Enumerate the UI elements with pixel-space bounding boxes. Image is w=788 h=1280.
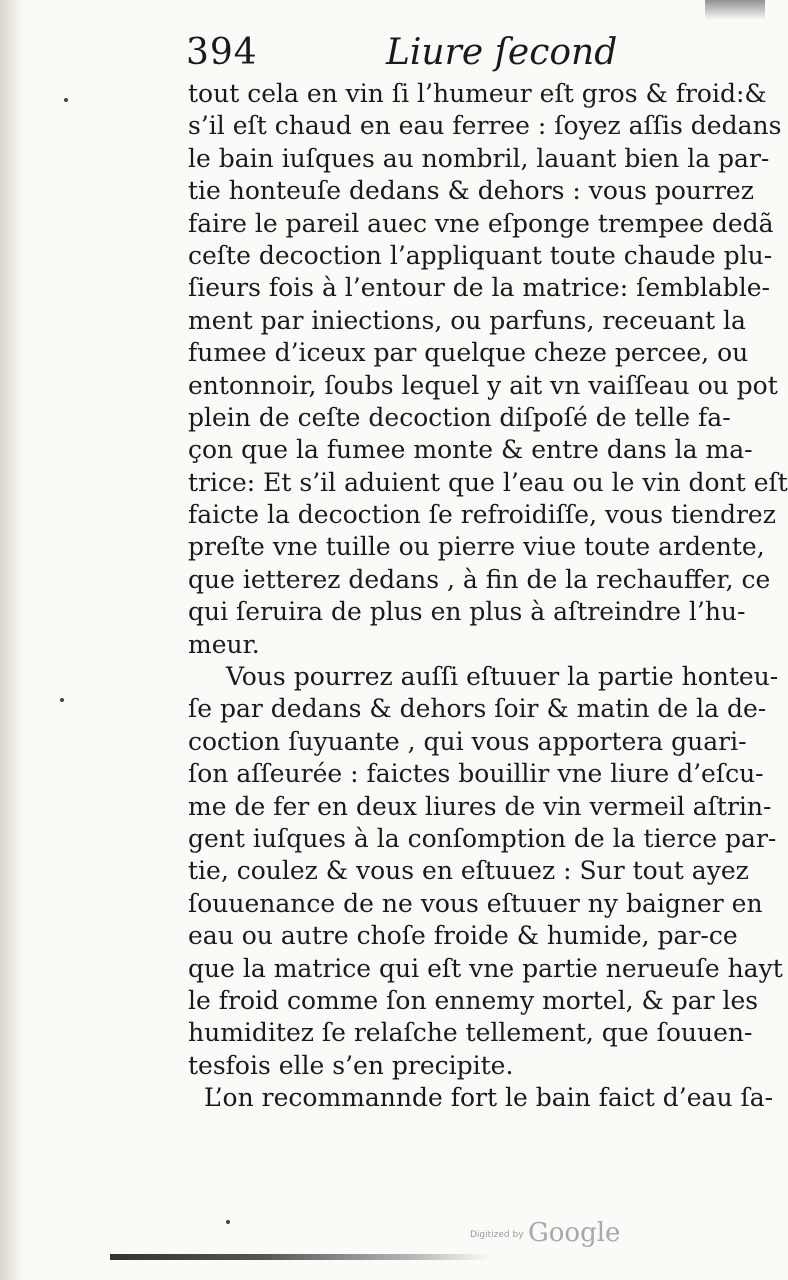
text-line: tie, coulez & vous en eſtuuez : Sur tout ayez: [188, 856, 749, 886]
paragraph-start-line: Vous pourrez auſſi eſtuuer la partie honteu-: [226, 662, 779, 692]
text-line: trice: Et s’il aduient que l’eau ou le vin dont eſt: [188, 467, 788, 497]
text-line: eau ou autre choſe froide & humide, par-ce: [188, 921, 738, 951]
text-line: s’il eſt chaud en eau ferree : ſoyez aſſis dedans: [188, 111, 782, 141]
text-line: ſe par dedans & dehors ſoir & matin de la de-: [188, 694, 767, 724]
text-line: que la matrice qui eſt vne partie nerueuſe hayt: [188, 953, 783, 983]
text-line: ment par iniections, ou parfuns, receuant la: [188, 305, 746, 335]
paragraph-start-line: L’on recommannde fort le bain faict d’eau ſa-: [204, 1083, 774, 1113]
text-line: meur.: [188, 629, 260, 659]
page-number: 394: [186, 32, 258, 73]
text-line: tesfois elle s’en precipite.: [188, 1050, 514, 1080]
digitized-watermark: [470, 1218, 630, 1248]
text-line: tout cela en vin ſi l’humeur eſt gros & froid:&: [188, 79, 767, 108]
text-line: gent iuſques à la conſomption de la tierce par-: [188, 823, 777, 853]
text-line: coction ſuyuante , qui vous apportera guari-: [188, 726, 747, 756]
text-line: le froid comme ſon ennemy mortel, & par les: [188, 985, 759, 1015]
text-line: me de fer en deux liures de vin vermeil aſtrin-: [188, 791, 772, 821]
scan-edge-shadow: [705, 0, 765, 20]
text-line: tie honteuſe dedans & dehors : vous pourrez: [188, 176, 754, 206]
ink-speck: [64, 98, 68, 102]
google-logo: Google: [528, 1218, 621, 1248]
text-line: que ietterez dedans , à fin de la rechauffer, ce: [188, 564, 771, 594]
text-line: çon que la fumee monte & entre dans la ma-: [188, 435, 753, 465]
ink-speck: [226, 1220, 230, 1224]
text-line: le bain iuſques au nombril, lauant bien la par-: [188, 143, 770, 173]
text-line: ſon aſſeurée : faictes bouillir vne liure d’eſcu-: [188, 759, 764, 789]
text-line: faicte la decoction ſe refroidiſſe, vous tiendrez: [188, 500, 776, 530]
text-line: preſte vne tuille ou pierre viue toute ardente,: [188, 532, 765, 562]
text-line: ſouuenance de ne vous eſtuuer ny baigner en: [188, 888, 763, 918]
digitized-by-text: Digitized by: [470, 1230, 524, 1240]
text-line: ſieurs fois à l’entour de la matrice: ſemblable-: [188, 273, 770, 303]
running-title: Liure ſecond: [386, 32, 618, 73]
ink-speck: [60, 698, 64, 702]
text-line: entonnoir, ſoubs lequel y ait vn vaiſſeau ou pot: [188, 370, 778, 400]
page-gutter-shadow: [0, 0, 24, 1280]
text-line: faire le pareil auec vne eſponge trempee dedã: [188, 208, 774, 238]
page-header: [186, 32, 726, 82]
text-line: plein de ceſte decoction diſpoſé de telle fa-: [188, 402, 731, 432]
text-line: humiditez ſe relaſche tellement, que ſouuen-: [188, 1018, 753, 1048]
text-line: fumee d’iceux par quelque cheze percee, ou: [188, 338, 749, 368]
scan-bottom-edge: [110, 1254, 490, 1260]
body-text: [188, 78, 788, 1115]
text-line: ceſte decoction l’appliquant toute chaude plu-: [188, 240, 773, 270]
text-line: qui ſeruira de plus en plus à aſtreindre l’hu-: [188, 597, 746, 627]
